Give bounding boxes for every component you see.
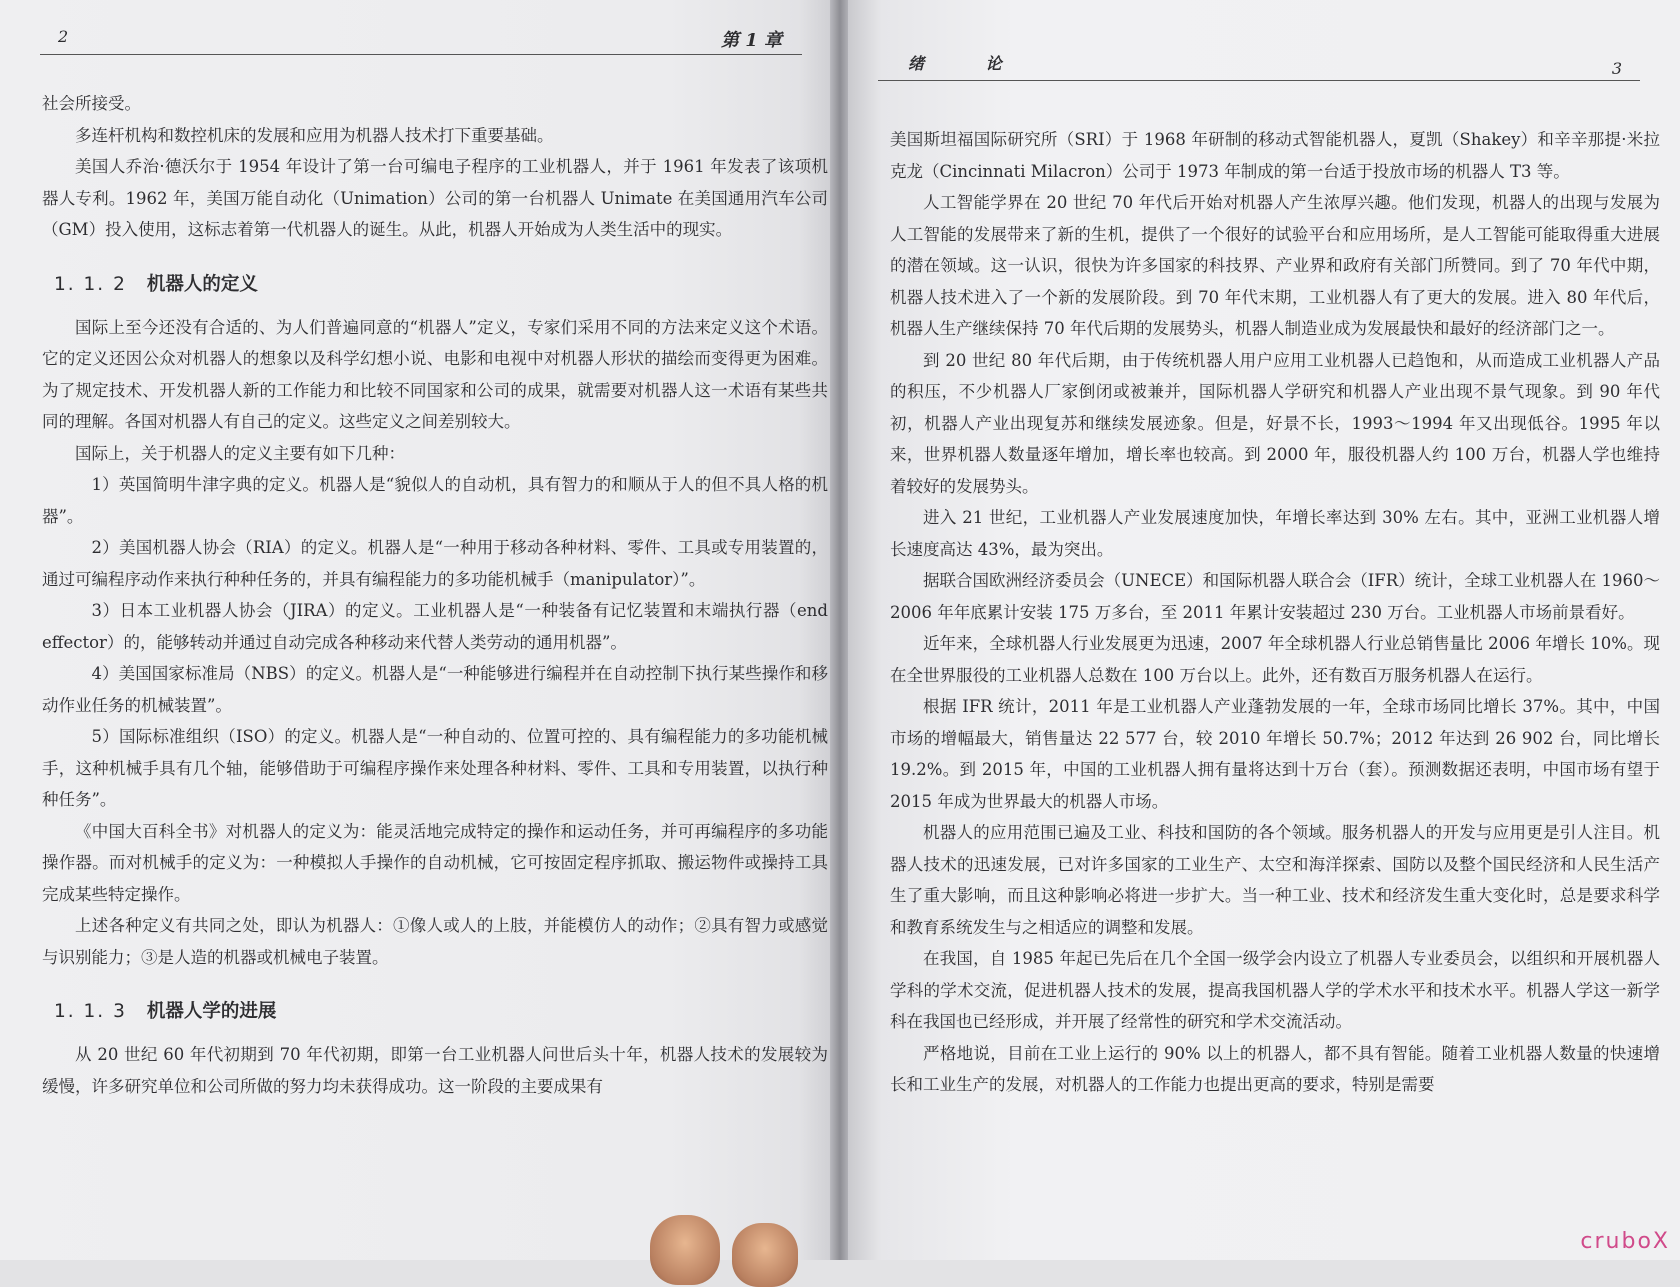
finger [650, 1215, 720, 1285]
left-page-header [40, 14, 802, 55]
paragraph: 社会所接受。 [42, 94, 141, 113]
paragraph: 到 20 世纪 80 年代后期，由于传统机器人用户应用工业机器人已趋饱和，从而造成工业机器人产品的积压，不少机器人厂家倒闭或被兼并，国际机器人学研究和机器人产业出现不景气现象。到 90 年代初，机器人产业出现复苏和继续发展迹象。但是，好景不长，1993～1994 年又出现低谷。1995 年以来，世界机器人数量逐年增加，增长率也较高。到 2000 年，服役机器人约 100 万台，机器人学也维持着较好的发展势头。 [890, 350, 1660, 496]
paragraph: 根据 IFR 统计，2011 年是工业机器人产业蓬勃发展的一年，全球市场同比增长 37%。其中，中国市场的增幅最大，销售量达 22 577 台，较 2010 年增长 50.7%；2012 年达到 26 902 台，同比增长 19.2%。到 2015 年，中国的工业机器人拥有量将达到十万台（套）。预测数据还表明，中国市场有望于 2015 年成为世界最大的机器人市场。 [890, 697, 1660, 811]
definition-item: 2）美国机器人协会（RIA）的定义。机器人是“一种用于移动各种材料、零件、工具或专用装置的，通过可编程序动作来执行种种任务的，并具有编程能力的多功能机械手（manipulator）”。 [42, 538, 828, 589]
finger [732, 1223, 798, 1287]
paragraph: 严格地说，目前在工业上运行的 90% 以上的机器人，都不具有智能。随着工业机器人数量的快速增长和工业生产的发展，对机器人的工作能力也提出更高的要求，特别是需要 [890, 1043, 1660, 1094]
paragraph: 多连杆机构和数控机床的发展和应用为机器人技术打下重要基础。 [75, 125, 554, 145]
paragraph: 上述各种定义有共同之处，即认为机器人：①像人或人的上肢，并能模仿人的动作；②具有智力或感觉与识别能力；③是人造的机器或机械电子装置。 [42, 916, 828, 967]
paragraph: 据联合国欧洲经济委员会（UNECE）和国际机器人联合会（IFR）统计，全球工业机器人在 1960～2006 年年底累计安装 175 万多台，至 2011 年累计安装超过 230 万台。工业机器人市场前景看好。 [890, 571, 1660, 622]
paragraph: 在我国，自 1985 年起已先后在几个全国一级学会内设立了机器人专业委员会，以组织和开展机器人学科的学术交流，促进机器人技术的发展，提高我国机器人学的学术水平和技术水平。机器人学这一新学科在我国也已经形成，并开展了经常性的研究和学术交流活动。 [890, 949, 1660, 1031]
paragraph: 美国斯坦福国际研究所（SRI）于 1968 年研制的移动式智能机器人，夏凯（Shakey）和辛辛那提·米拉克龙（Cincinnati Milacron）公司于 1973 年制成的第一台适于投放市场的机器人 T3 等。 [890, 130, 1660, 181]
watermark: cruboX [1580, 1229, 1670, 1254]
book-gutter [830, 0, 850, 1260]
section-title: 机器人学的进展 [146, 1001, 277, 1022]
paragraph: 《中国大百科全书》对机器人的定义为：能灵活地完成特定的操作和运动任务，并可再编程序的多功能操作器。而对机械手的定义为：一种模拟人手操作的自动机械，它可按固定程序抓取、搬运物件或操持工具完成某些特定操作。 [42, 821, 828, 904]
paragraph: 美国人乔治·德沃尔于 1954 年设计了第一台可编电子程序的工业机器人，并于 1961 年发表了该项机器人专利。1962 年，美国万能自动化（Unimation）公司的第一台机器人 Unimate 在美国通用汽车公司（GM）投入使用，这标志着第一代机器人的诞生。从此，机器人开始成为人类生活中的现实。 [42, 157, 828, 239]
definition-item: 1）英国简明牛津字典的定义。机器人是“貌似人的自动机，具有智力的和顺从于人的但不具人格的机器”。 [42, 475, 828, 526]
section-title: 机器人的定义 [146, 273, 258, 295]
left-page-body [42, 88, 828, 1102]
chapter-label: 第 1 章 [720, 30, 782, 51]
left-page [0, 0, 832, 1260]
right-page-number: 3 [1611, 59, 1622, 78]
section-number: 1. 1. 2 [54, 273, 127, 295]
definition-item: 4）美国国家标准局（NBS）的定义。机器人是“一种能够进行编程并在自动控制下执行某些操作和移动作业任务的机械装置”。 [42, 664, 828, 715]
left-page-number: 2 [58, 27, 69, 46]
paragraph: 人工智能学界在 20 世纪 70 年代后开始对机器人产生浓厚兴趣。他们发现，机器人的出现与发展为人工智能的发展带来了新的生机，提供了一个很好的试验平台和应用场所，是人工智能可能取得重大进展的潜在领域。这一认识，很快为许多国家的科技界、产业界和政府有关部门所赞同。到了 70 年代中期，机器人技术进入了一个新的发展阶段。到 70 年代末期，工业机器人有了更大的发展。进入 80 年代后，机器人生产继续保持 70 年代后期的发展势头，机器人制造业成为发展最快和最好的经济部门之一。 [890, 193, 1660, 338]
paragraph: 国际上至今还没有合适的、为人们普遍同意的“机器人”定义，专家们采用不同的方法来定义这个术语。它的定义还因公众对机器人的想象以及科学幻想小说、电影和电视中对机器人形状的描绘而变得更为困难。为了规定技术、开发机器人新的工作能力和比较不同国家和公司的成果，就需要对机器人这一术语有某些共同的理解。各国对机器人有自己的定义。这些定义之间差别较大。 [42, 317, 828, 431]
paragraph: 国际上，关于机器人的定义主要有如下几种： [75, 443, 405, 463]
right-page-body [890, 124, 1660, 1101]
section-heading-1-1-3 [54, 997, 828, 1027]
paragraph: 机器人的应用范围已遍及工业、科技和国防的各个领域。服务机器人的开发与应用更是引人注目。机器人技术的迅速发展，已对许多国家的工业生产、太空和海洋探索、国防以及整个国民经济和人民生活产生了重大影响，而且这种影响必将进一步扩大。当一种工业、技术和经济发生重大变化时，总是要求科学和教育系统发生与之相适应的调整和发展。 [890, 823, 1660, 937]
running-title: 绪 论 [908, 54, 1030, 73]
right-page-header [878, 40, 1640, 81]
definition-item: 5）国际标准组织（ISO）的定义。机器人是“一种自动的、位置可控的、具有编程能力的多功能机械手，这种机械手具有几个轴，能够借助于可编程序操作来处理各种材料、零件、工具和专用装置，以执行种种任务”。 [42, 727, 828, 809]
paragraph: 近年来，全球机器人行业发展更为迅速，2007 年全球机器人行业总销售量比 2006 年增长 10%。现在全世界服役的工业机器人总数在 100 万台以上。此外，还有数百万服务机器人在运行。 [890, 634, 1660, 685]
right-page [848, 0, 1680, 1260]
section-number: 1. 1. 3 [54, 1001, 127, 1022]
section-heading-1-1-2 [54, 270, 828, 300]
paragraph: 进入 21 世纪，工业机器人产业发展速度加快，年增长率达到 30% 左右。其中，亚洲工业机器人增长速度高达 43%，最为突出。 [890, 508, 1660, 559]
fingertips [650, 1205, 820, 1275]
definition-item: 3）日本工业机器人协会（JIRA）的定义。工业机器人是“一种装备有记忆装置和末端执行器（end effector）的，能够转动并通过自动完成各种移动来代替人类劳动的通用机器”。 [42, 601, 828, 652]
paragraph: 从 20 世纪 60 年代初期到 70 年代初期，即第一台工业机器人问世后头十年，机器人技术的发展较为缓慢，许多研究单位和公司所做的努力均未获得成功。这一阶段的主要成果有 [42, 1045, 828, 1096]
